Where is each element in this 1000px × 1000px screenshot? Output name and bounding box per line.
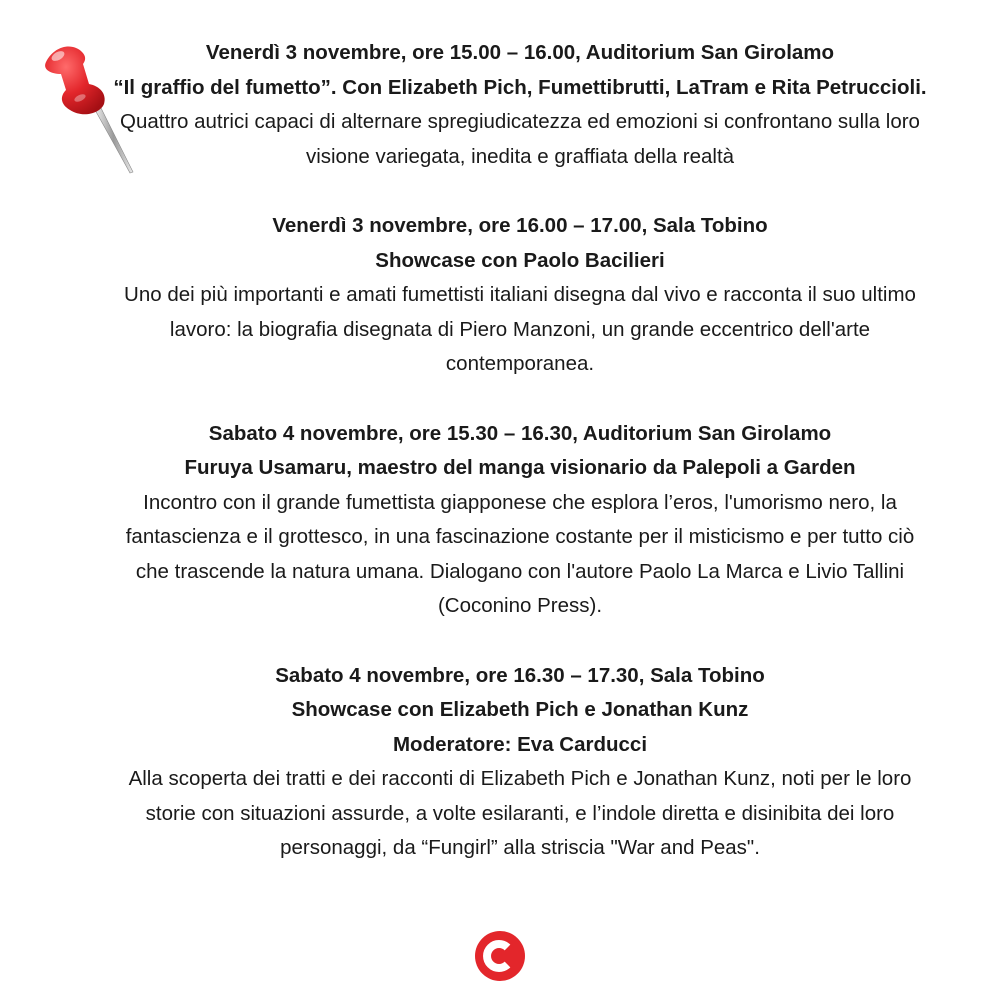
event-2-title: Showcase con Paolo Bacilieri (375, 248, 665, 272)
event-4-datetime-venue: Sabato 4 novembre, ore 16.30 – 17.30, Sala Tobino (275, 663, 765, 687)
event-4-description: Alla scoperta dei tratti e dei racconti di Elizabeth Pich e Jonathan Kunz, noti per le loro storie con situazioni assurde, a volte esilaranti, e l’indole diretta e disinibita dei loro personaggi, da “Fungirl” alla striscia "War and Peas". (128, 767, 912, 859)
event-1 (110, 36, 930, 174)
event-1-title: “Il graffio del fumetto”. Con Elizabeth Pich, Fumettibrutti, LaTram e Rita Petruccioli. (113, 75, 927, 99)
event-3-datetime-venue: Sabato 4 novembre, ore 15.30 – 16.30, Auditorium San Girolamo (208, 421, 832, 445)
event-3-title: Furuya Usamaru, maestro del manga visionario da Palepoli a Garden (184, 456, 856, 479)
event-2 (110, 209, 930, 382)
event-4 (110, 659, 930, 866)
event-4-moderator: Moderatore: Eva Carducci (392, 732, 648, 756)
event-2-datetime-venue: Venerdì 3 novembre, ore 16.00 – 17.00, Sala Tobino (272, 214, 768, 237)
c-logo-icon (474, 930, 526, 982)
event-2-description: Uno dei più importanti e amati fumettisti italiani disegna dal vivo e racconta il suo ultimo lavoro: la biografia disegnata di Piero Manzoni, un grande eccentrico dell'arte contemporanea. (124, 283, 916, 375)
event-1-datetime-venue: Venerdì 3 novembre, ore 15.00 – 16.00, Auditorium San Girolamo (205, 41, 835, 64)
event-1-description: Quattro autrici capaci di alternare spregiudicatezza ed emozioni si confrontano sulla loro visione variegata, inedita e graffiata della realtà (120, 110, 920, 168)
event-3-description: Incontro con il grande fumettista giapponese che esplora l’eros, l'umorismo nero, la fantascienza e il grottesco, in una fascinazione costante per il misticismo e per tutto ciò che trascende la natura umana. Dialogano con l'autore Paolo La Marca e Livio Tallini (Coconino Press). (125, 490, 915, 617)
event-3 (110, 417, 930, 624)
event-4-title: Showcase con Elizabeth Pich e Jonathan Kunz (291, 698, 749, 721)
event-list (110, 36, 930, 901)
